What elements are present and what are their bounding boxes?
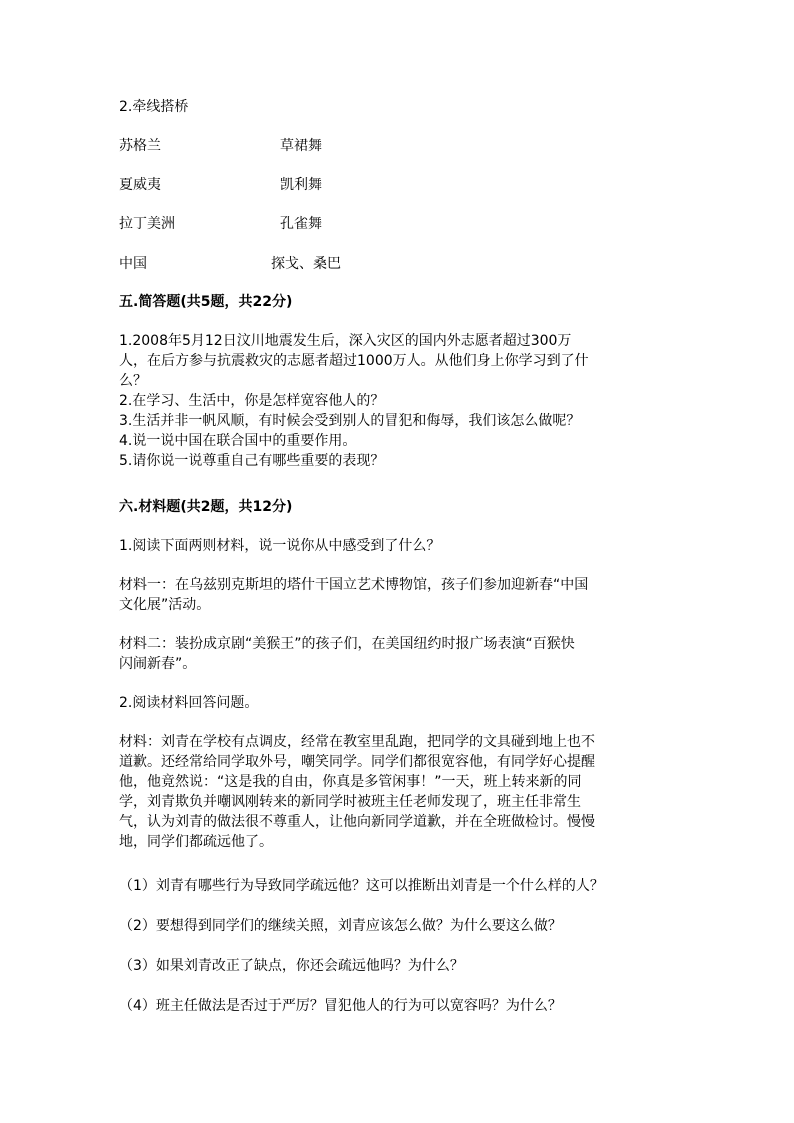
s6-m1-line1: 材料一：在乌兹别克斯坦的塔什干国立艺术博物馆，孩子们参加迎新春“中国 [119, 577, 589, 593]
s6-sub-question-2: （2）要想得到同学们的继续关照，刘青应该怎么做？为什么要这么做？ [119, 918, 562, 934]
s6-m2-line2: 闪闹新春”。 [119, 656, 197, 672]
matching-right-4: 探戈、桑巴 [271, 256, 341, 272]
matching-right-3: 孔雀舞 [280, 216, 322, 232]
s6-sub-question-4: （4）班主任做法是否过于严厉？冒犯他人的行为可以宽容吗？为什么？ [119, 998, 562, 1014]
matching-left-1: 苏格兰 [119, 138, 161, 154]
s6-q2: 2.阅读材料回答问题。 [119, 695, 259, 711]
section6-heading: 六.材料题(共2题，共12分) [119, 499, 293, 515]
matching-left-2: 夏威夷 [119, 177, 161, 193]
s6-material-line2: 道歉。还经常给同学取外号，嘲笑同学。同学们都很宽容他，有同学好心提醒 [119, 754, 595, 770]
s6-material-line5: 气，认为刘青的做法很不尊重人，让他向新同学道歉，并在全班做检讨。慢慢 [119, 814, 595, 830]
s6-m2-line1: 材料二：装扮成京剧“美猴王”的孩子们，在美国纽约时报广场表演“百猴快 [119, 636, 575, 652]
s6-material-line3: 他，他竟然说：“这是我的自由，你真是多管闲事！”一天，班上转来新的同 [119, 774, 582, 790]
s6-material-line6: 地，同学们都疏远他了。 [119, 834, 273, 850]
s6-material-line1: 材料：刘青在学校有点调皮，经常在教室里乱跑，把同学的文具碰到地上也不 [119, 734, 595, 750]
s5-q1-line1: 1.2008年5月12日汶川地震发生后，深入灾区的国内外志愿者超过300万 [119, 333, 572, 349]
s5-q2: 2.在学习、生活中，你是怎样宽容他人的？ [119, 393, 385, 409]
s6-sub-question-3: （3）如果刘青改正了缺点，你还会疏远他吗？为什么？ [119, 958, 464, 974]
matching-right-1: 草裙舞 [280, 138, 322, 154]
s5-q1-line2: 人，在后方参与抗震救灾的志愿者超过1000万人。从他们身上你学习到了什 [119, 353, 589, 369]
s5-q1-line3: 么？ [119, 373, 147, 389]
matching-title: 2.牵线搭桥 [119, 99, 189, 115]
s6-sub-question-1: （1）刘青有哪些行为导致同学疏远他？这可以推断出刘青是一个什么样的人？ [119, 878, 604, 894]
s6-material-line4: 学，刘青欺负并嘲讽刚转来的新同学时被班主任老师发现了，班主任非常生 [119, 794, 581, 810]
section5-heading: 五.简答题(共5题，共22分) [119, 294, 293, 310]
s6-q1: 1.阅读下面两则材料，说一说你从中感受到了什么？ [119, 538, 441, 554]
matching-left-4: 中国 [119, 256, 147, 272]
s5-q3: 3.生活并非一帆风顺，有时候会受到别人的冒犯和侮辱，我们该怎么做呢？ [119, 413, 581, 429]
s5-q4: 4.说一说中国在联合国中的重要作用。 [119, 433, 357, 449]
s5-q5: 5.请你说一说尊重自己有哪些重要的表现？ [119, 453, 385, 469]
matching-left-3: 拉丁美洲 [119, 216, 175, 232]
s6-m1-line2: 文化展”活动。 [119, 597, 211, 613]
matching-right-2: 凯利舞 [280, 177, 322, 193]
